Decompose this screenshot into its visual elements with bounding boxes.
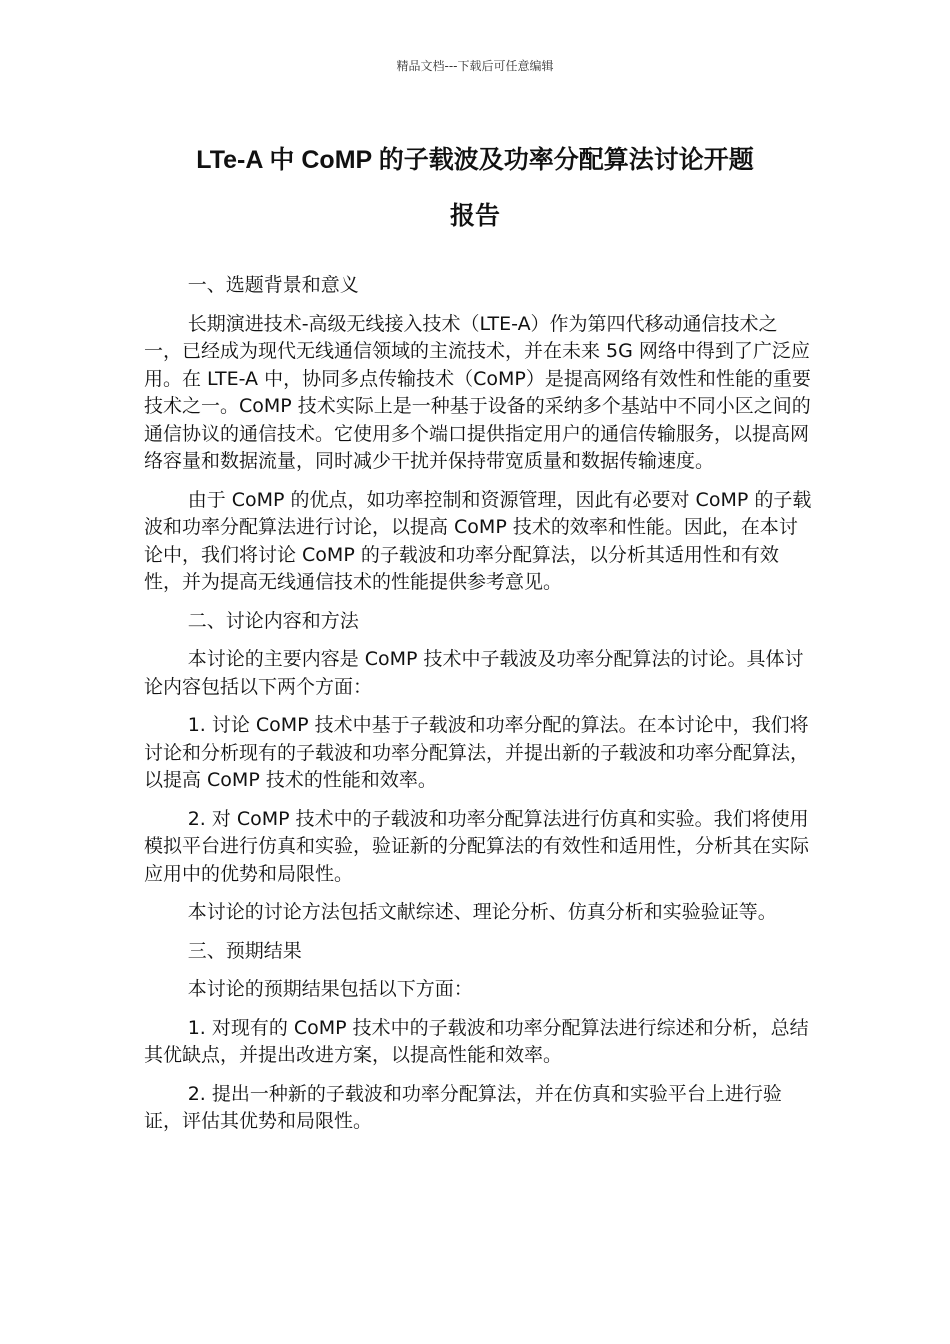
page-header: 精品文档---下载后可任意编辑: [396, 59, 554, 73]
paragraph: 本讨论的预期结果包括以下方面：: [187, 978, 473, 1000]
document-body: [144, 272, 812, 1147]
section-heading-background: 一、选题背景和意义: [187, 274, 359, 296]
section-heading-expected-results: 三、预期结果: [187, 939, 302, 962]
paragraph: 长期演进技术-高级无线接入技术（LTE-A）作为第四代移动通信技术之一，已经成为现代无线通信领域的主流技术，并在未来 5G 网络中得到了广泛应用。在 LTE-A 中，协同多点传输技术（CoMP）是提高网络有效性和性能的重要技术之一。CoMP 技术实际上是一种基于设备的采纳多个基站中不同小区之间的通信协议的通信技术。它使用多个端口提供指定用户的通信传输服务，以提高网络容量和数据流量，同时减少干扰并保持带宽质量和数据传输速度。: [144, 312, 811, 472]
list-item: 2. 提出一种新的子载波和功率分配算法，并在仿真和实验平台上进行验证，评估其优势和局限性。: [144, 1082, 782, 1132]
paragraph: 由于 CoMP 的优点，如功率控制和资源管理，因此有必要对 CoMP 的子载波和功率分配算法进行讨论，以提高 CoMP 技术的效率和性能。因此，在本讨论中，我们将讨论 CoMP 的子载波和功率分配算法，以分析其适用性和有效性，并为提高无线通信技术的性能提供参考意见。: [144, 488, 812, 593]
list-item: 2. 对 CoMP 技术中的子载波和功率分配算法进行仿真和实验。我们将使用模拟平台进行仿真和实验，验证新的分配算法的有效性和适用性，分析其在实际应用中的优势和局限性。: [144, 807, 810, 885]
list-item: 1. 对现有的 CoMP 技术中的子载波和功率分配算法进行综述和分析，总结其优缺点，并提出改进方案，以提高性能和效率。: [144, 1016, 809, 1066]
document-title-line-1: LTe-A 中 CoMP 的子载波及功率分配算法讨论开题: [196, 146, 754, 174]
paragraph: 本讨论的讨论方法包括文献综述、理论分析、仿真分析和实验验证等。: [187, 901, 777, 923]
list-item: 1. 讨论 CoMP 技术中基于子载波和功率分配的算法。在本讨论中，我们将讨论和分析现有的子载波和功率分配算法，并提出新的子载波和功率分配算法，以提高 CoMP 技术的性能和效率。: [144, 714, 810, 791]
section-heading-content-method: 二、讨论内容和方法: [187, 609, 359, 632]
paragraph: 本讨论的主要内容是 CoMP 技术中子载波及功率分配算法的讨论。具体讨论内容包括以下两个方面：: [144, 648, 804, 698]
document-title-line-2: 报告: [449, 202, 500, 230]
